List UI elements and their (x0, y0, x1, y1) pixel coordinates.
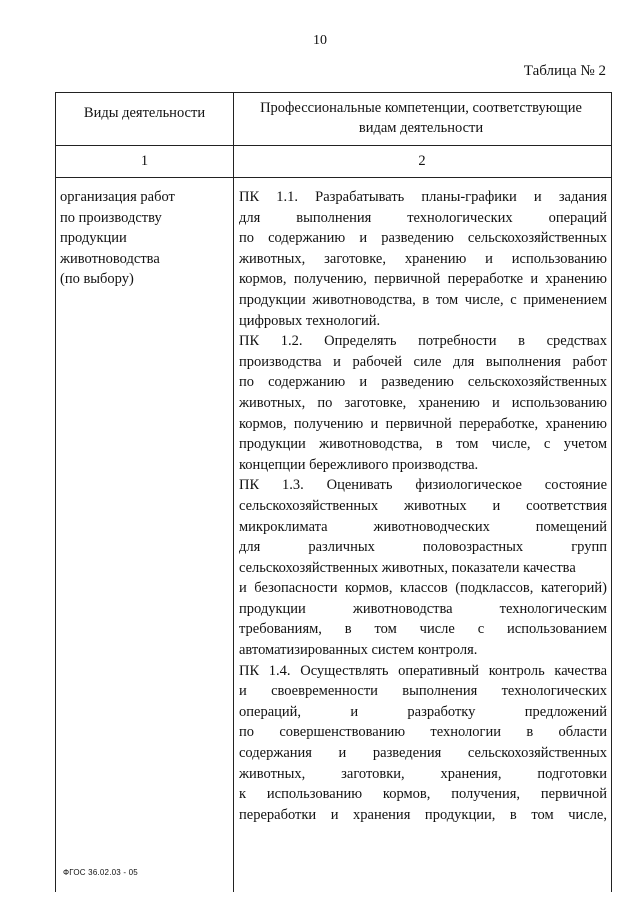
competency-line: и своевременности выполнения технологических (239, 683, 607, 700)
competency-line: ПК 1.3. Оценивать физиологическое состояние (239, 477, 607, 494)
competency-line: цифровых технологий. (239, 312, 381, 329)
activity-line: по производству (60, 209, 162, 226)
competency-line: и безопасности кормов, классов (подклассов, категорий) (239, 580, 607, 597)
table-caption: Таблица № 2 (523, 63, 606, 79)
number-row-divider (56, 177, 611, 178)
activity-line: (по выбору) (60, 271, 134, 288)
page-number: 10 (313, 33, 327, 48)
competency-line: ПК 1.1. Разрабатывать планы-графики и задания (239, 189, 607, 205)
competency-line: микроклимата животноводческих помещений (239, 518, 607, 535)
competency-line: к использованию кормов, получения, первичной (239, 786, 607, 803)
header-activities: Виды деятельности (83, 105, 206, 121)
competency-line: ПК 1.4. Осуществлять оперативный контроль качества (239, 662, 607, 679)
activity-line: продукции (60, 230, 127, 247)
competency-line: по содержанию и разведению сельскохозяйственных (239, 374, 607, 391)
column-divider (233, 93, 234, 892)
competency-line: сельскохозяйственных животных, показатели качества (239, 559, 576, 576)
competency-line: животных, по заготовке, хранению и использованию (239, 394, 607, 411)
competencies-cell (239, 187, 607, 825)
competency-line: по содержанию и разведению сельскохозяйственных (239, 230, 607, 247)
activity-line: организация работ (60, 189, 175, 205)
activity-line: животноводства (60, 250, 160, 267)
competency-line: по совершенствованию технологии в области (239, 724, 607, 741)
competency-line: животных, заготовке, хранению и использованию (239, 250, 607, 267)
competency-line: животных, заготовки, хранения, подготовки (239, 765, 607, 782)
competency-line: переработки и хранения продукции, в том числе, (239, 806, 607, 823)
competency-line: кормов, получению, первичной переработке и хранению (239, 271, 607, 288)
competency-line: кормов, получению и первичной переработке, хранению (239, 415, 607, 432)
competency-line: автоматизированных систем контроля. (239, 642, 478, 659)
competency-line: для различных половозрастных групп (239, 539, 607, 556)
header-competencies-line: Профессиональные компетенции, соответствующие (260, 100, 582, 116)
header-row-divider (56, 145, 611, 146)
competency-line: сельскохозяйственных животных и соответствия (239, 497, 607, 514)
competency-line: для выполнения технологических операций (239, 209, 607, 226)
competency-line: операций, и разработку предложений (239, 703, 607, 720)
column-number-2: 2 (418, 153, 426, 169)
competency-line: содержания и разведения сельскохозяйственных (239, 745, 607, 762)
footer-code: ФГОС 36.02.03 - 05 (63, 868, 138, 877)
header-competencies-line: видам деятельности (358, 120, 484, 136)
competency-line: производства и рабочей силе для выполнения работ (239, 353, 607, 370)
column-number-1: 1 (140, 153, 149, 169)
header-competencies (241, 98, 601, 138)
competency-line: продукции животноводства, в том числе, с учетом (239, 436, 607, 453)
competencies-table (55, 92, 612, 892)
competency-line: продукции животноводства технологическим (239, 600, 607, 617)
competency-line: продукции животноводства, в том числе, с применением (239, 291, 607, 308)
activity-cell (60, 187, 230, 290)
competency-line: требованиям, в том числе с использованием (239, 621, 607, 638)
competency-line: ПК 1.2. Определять потребности в средствах (239, 333, 607, 350)
competency-line: концепции бережливого производства. (239, 456, 479, 473)
